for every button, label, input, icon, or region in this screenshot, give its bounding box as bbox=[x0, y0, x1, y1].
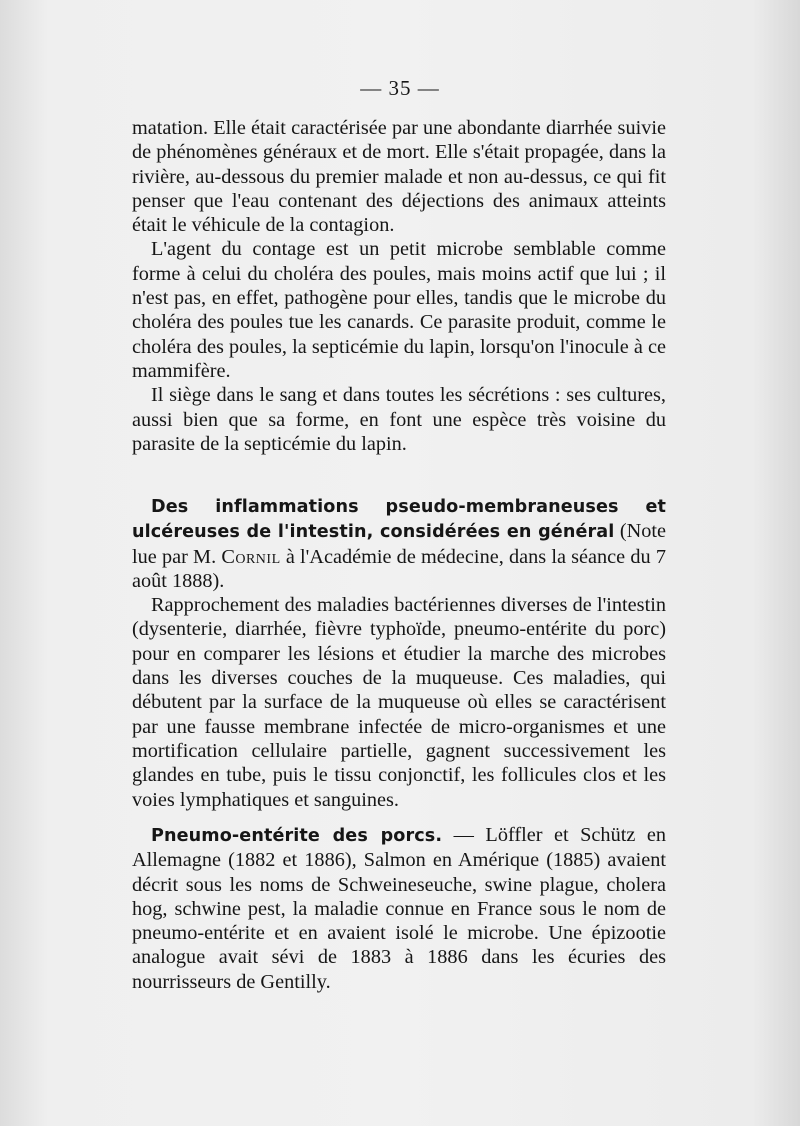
paragraph-contagion: matation. Elle était caractérisée par une abondante diarrhée suivie de phénomènes généraux et de mort. Elle s'était propagée, dans la rivière, au-dessous du premier malade et non au-dessus, ce qui fit penser que l'eau contenant des déjections des animaux atteints était le véhicule de la contagion. bbox=[132, 117, 666, 237]
paragraph-agent: L'agent du contage est un petit microbe semblable comme forme à celui du choléra des poules, mais moins actif que lui ; il n'est pas, en effet, pathogène pour elles, tandis que le microbe du choléra des poules tue les canards. Ce parasite produit, comme le choléra des poules, la septicémie du lapin, lorsqu'on l'inocule à ce mammifère. bbox=[132, 238, 666, 382]
section-inflammations bbox=[132, 494, 666, 812]
section-heading-pneumo-enterite: Pneumo-entérite des porcs. bbox=[151, 826, 443, 846]
inflammations-title-paragraph bbox=[132, 494, 666, 593]
intro-text-block bbox=[132, 116, 666, 456]
pneumo-enterite-body: — Löffler et Schütz en Allemagne (1882 et 1886), Salmon en Amérique (1885) avaient décrit sous les noms de Schweineseuche, swine plague, cholera hog, schwine pest, la maladie connue en France sous le nom de pneumo-entérite et en avaient isolé le microbe. Une épizootie analogue avait sévi de 1883 à 1886 dans les écuries des nourrisseurs de Gentilly. bbox=[132, 824, 666, 993]
author-name: Cornil bbox=[221, 545, 281, 568]
section-pneumo-enterite bbox=[132, 823, 666, 994]
paragraph-rapprochement: Rapprochement des maladies bactériennes diverses de l'intestin (dysenterie, diarrhée, fièvre typhoïde, pneumo-entérite du porc) pour en comparer les lésions et étudier la marche des microbes dans les diverses couches de la muqueuse. Ces maladies, qui débutent par la surface de la muqueuse où elles se caractérisent par une fausse membrane infectée de micro-organismes et une mortification cellulaire partielle, gagnent successivement les glandes en tube, puis le tissu conjonctif, les follicules clos et les voies lymphatiques et sanguines. bbox=[132, 594, 666, 811]
paragraph-siege: Il siège dans le sang et dans toutes les sécrétions : ses cultures, aussi bien que sa forme, en font une espèce très voisine du parasite de la septicémie du lapin. bbox=[132, 384, 666, 455]
note-venue: à l'Académie de médecine, dans la séance du 7 août 1888). bbox=[132, 545, 666, 592]
paragraph-pneumo-enterite bbox=[132, 823, 666, 994]
page-number: — 35 — bbox=[360, 76, 440, 100]
section-heading-inflammations: Des inflammations pseudo-membraneuses et ulcéreuses de l'intestin, considérées en général bbox=[132, 497, 666, 543]
note-reference: (Note lue par M. bbox=[132, 520, 666, 568]
